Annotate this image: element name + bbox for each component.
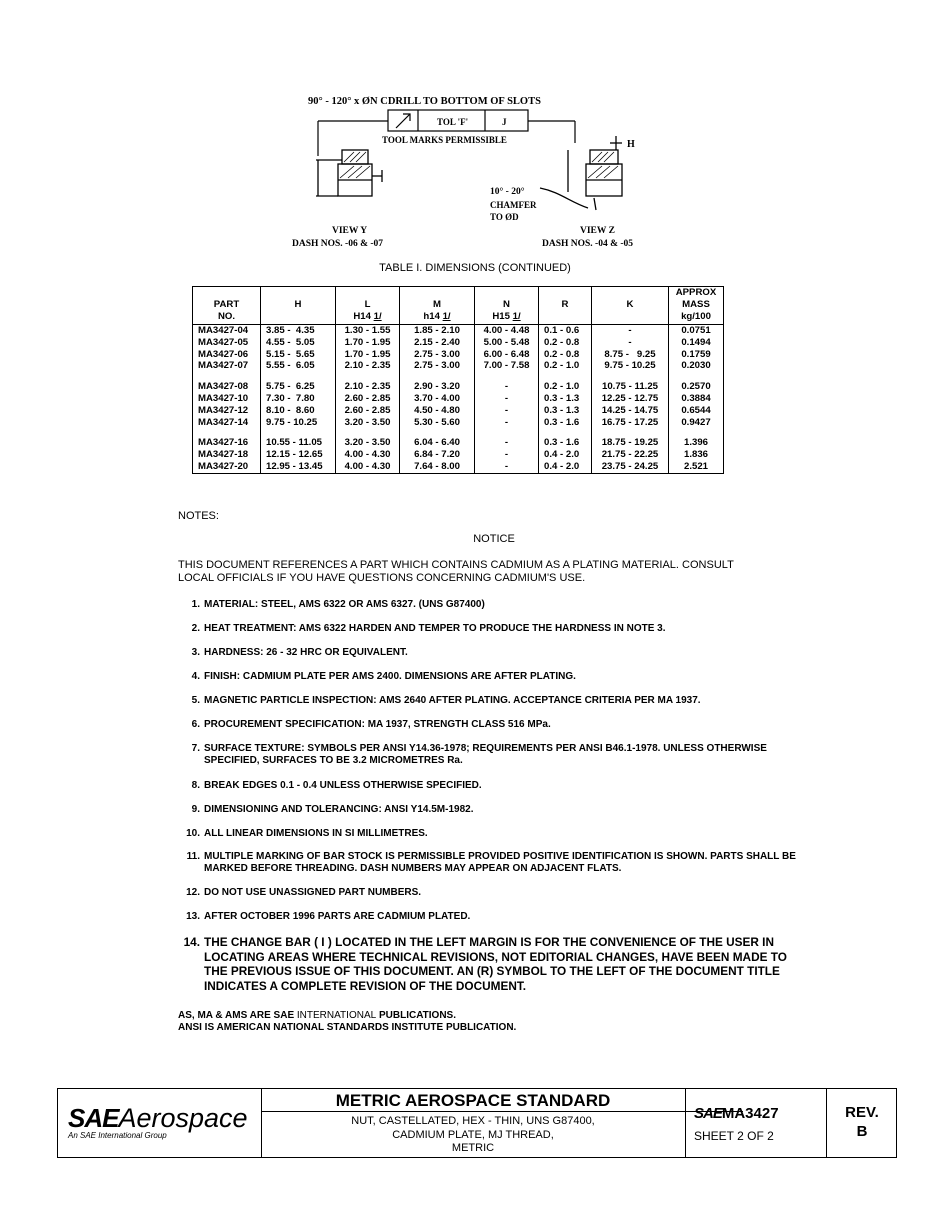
- cell-r: 0.2 - 1.0: [539, 372, 592, 393]
- note-text: BREAK EDGES 0.1 - 0.4 UNLESS OTHERWISE SPECIFIED.: [204, 780, 482, 791]
- cell-mass: 0.2570: [669, 372, 724, 393]
- cell-l: 3.20 - 3.50: [336, 417, 400, 429]
- cell-r: 0.2 - 1.0: [539, 360, 592, 372]
- cell-l: 1.70 - 1.95: [336, 337, 400, 349]
- cell-n: -: [475, 449, 539, 461]
- cell-k: 8.75 - 9.25: [592, 349, 669, 361]
- view-y-hatch: [340, 152, 370, 178]
- col-k: K: [592, 287, 669, 325]
- cell-h: 5.55 - 6.05: [261, 360, 336, 372]
- fcf-datum: J: [502, 117, 507, 127]
- cell-h: 5.75 - 6.25: [261, 372, 336, 393]
- cell-m: 3.70 - 4.00: [400, 393, 475, 405]
- cell-r: 0.2 - 0.8: [539, 349, 592, 361]
- title-block: [57, 1088, 897, 1158]
- cell-part: MA3427-14: [193, 417, 261, 429]
- cell-l: 2.10 - 2.35: [336, 372, 400, 393]
- note-text: MATERIAL: STEEL, AMS 6322 OR AMS 6327. (UNS G87400): [204, 599, 485, 610]
- col-part: PART NO.: [193, 287, 261, 325]
- cell-m: 2.90 - 3.20: [400, 372, 475, 393]
- cell-n: -: [475, 417, 539, 429]
- cell-k: 23.75 - 24.25: [592, 461, 669, 473]
- col-m: M h14 1/: [400, 287, 475, 325]
- cell-mass: 0.9427: [669, 417, 724, 429]
- cell-n: 7.00 - 7.58: [475, 360, 539, 372]
- chamfer-line-2: CHAMFER: [490, 200, 537, 210]
- cell-h: 12.95 - 13.45: [261, 461, 336, 473]
- cell-mass: 0.1494: [669, 337, 724, 349]
- note-number: 9.: [191, 804, 200, 815]
- cell-h: 5.15 - 5.65: [261, 349, 336, 361]
- table-header-row: [193, 287, 724, 325]
- cell-h: 3.85 - 4.35: [261, 325, 336, 337]
- revision: REV. B: [845, 1104, 879, 1140]
- cell-k: 10.75 - 11.25: [592, 372, 669, 393]
- cell-h: 8.10 - 8.60: [261, 405, 336, 417]
- cell-m: 4.50 - 4.80: [400, 405, 475, 417]
- cell-l: 2.60 - 2.85: [336, 393, 400, 405]
- cell-part: MA3427-07: [193, 360, 261, 372]
- cell-part: MA3427-20: [193, 461, 261, 473]
- note-text: ALL LINEAR DIMENSIONS IN SI MILLIMETRES.: [204, 828, 428, 839]
- note-number: 5.: [191, 695, 200, 706]
- note-text: AFTER OCTOBER 1996 PARTS ARE CADMIUM PLATED.: [204, 911, 471, 922]
- cell-r: 0.3 - 1.3: [539, 405, 592, 417]
- chamfer-line-3: TO ØD: [490, 212, 519, 222]
- table-row: [193, 372, 724, 393]
- table-row: [193, 393, 724, 405]
- col-r: R: [539, 287, 592, 325]
- cell-part: MA3427-04: [193, 325, 261, 337]
- note-item: [178, 695, 798, 707]
- view-y-title: VIEW Y: [332, 226, 368, 236]
- note-number: 6.: [191, 719, 200, 730]
- note-number: 11.: [186, 851, 200, 862]
- cell-k: -: [592, 325, 669, 337]
- dim-h-label: H: [627, 139, 635, 150]
- callout-top: 90° - 120° x ØN CDRILL TO BOTTOM OF SLOTS: [308, 96, 541, 107]
- table-title: TABLE I. DIMENSIONS (CONTINUED): [379, 262, 571, 274]
- cell-l: 3.20 - 3.50: [336, 428, 400, 449]
- document-number: SAEMA3427: [694, 1105, 779, 1122]
- cell-l: 2.60 - 2.85: [336, 405, 400, 417]
- cell-r: 0.4 - 2.0: [539, 461, 592, 473]
- note-item: [178, 828, 798, 840]
- note-number: 4.: [191, 671, 200, 682]
- table-row: [193, 360, 724, 372]
- cell-k: 9.75 - 10.25: [592, 360, 669, 372]
- col-mass: APPROX MASS kg/100: [669, 287, 724, 325]
- note-number: 10.: [186, 828, 200, 839]
- table-row: [193, 428, 724, 449]
- cell-l: 4.00 - 4.30: [336, 461, 400, 473]
- sheet-number: SHEET 2 OF 2: [694, 1129, 774, 1143]
- cell-mass: 1.396: [669, 428, 724, 449]
- cell-m: 2.75 - 3.00: [400, 360, 475, 372]
- cell-n: -: [475, 405, 539, 417]
- cell-part: MA3427-05: [193, 337, 261, 349]
- table-row: [193, 405, 724, 417]
- table-row: [193, 417, 724, 429]
- cell-k: 14.25 - 14.75: [592, 405, 669, 417]
- view-z-hatch: [588, 152, 618, 178]
- cell-r: 0.3 - 1.6: [539, 417, 592, 429]
- cell-r: 0.1 - 0.6: [539, 325, 592, 337]
- note-number: 2.: [191, 623, 200, 634]
- note-item: [178, 911, 798, 923]
- note-number: 8.: [191, 780, 200, 791]
- cell-m: 2.75 - 3.00: [400, 349, 475, 361]
- note-text: HEAT TREATMENT: AMS 6322 HARDEN AND TEMPER TO PRODUCE THE HARDNESS IN NOTE 3.: [204, 623, 666, 634]
- note-text: DIMENSIONING AND TOLERANCING: ANSI Y14.5M-1982.: [204, 804, 474, 815]
- cell-m: 7.64 - 8.00: [400, 461, 475, 473]
- note-text: FINISH: CADMIUM PLATE PER AMS 2400. DIMENSIONS ARE AFTER PLATING.: [204, 671, 576, 682]
- table-row: [193, 461, 724, 473]
- cell-mass: 0.6544: [669, 405, 724, 417]
- fcf-tolerance: TOL 'F': [437, 117, 469, 127]
- chamfer-line-1: 10° - 20°: [490, 187, 525, 197]
- note-item: [178, 671, 798, 683]
- note-item: [178, 599, 798, 611]
- note-text: HARDNESS: 26 - 32 HRC OR EQUIVALENT.: [204, 647, 408, 658]
- cell-n: -: [475, 461, 539, 473]
- cell-n: 4.00 - 4.48: [475, 325, 539, 337]
- cell-k: -: [592, 337, 669, 349]
- cell-mass: 2.521: [669, 461, 724, 473]
- cell-h: 7.30 - 7.80: [261, 393, 336, 405]
- note-number: 14.: [183, 935, 200, 949]
- cell-r: 0.3 - 1.6: [539, 428, 592, 449]
- cell-n: -: [475, 372, 539, 393]
- cell-r: 0.3 - 1.3: [539, 393, 592, 405]
- cell-part: MA3427-10: [193, 393, 261, 405]
- note-number: 1.: [191, 599, 200, 610]
- note-text: SURFACE TEXTURE: SYMBOLS PER ANSI Y14.36-1978; REQUIREMENTS PER ANSI B46.1-1978. UNLESS OTHERWISE SPECIFIED, SURFACES TO BE 3.2 MICROMETRES Ra.: [204, 743, 767, 766]
- note-text: MAGNETIC PARTICLE INSPECTION: AMS 2640 AFTER PLATING. ACCEPTANCE CRITERIA PER MA 1937.: [204, 695, 701, 706]
- tool-marks-label: TOOL MARKS PERMISSIBLE: [382, 135, 507, 145]
- cell-mass: 0.2030: [669, 360, 724, 372]
- cell-part: MA3427-08: [193, 372, 261, 393]
- cell-h: 9.75 - 10.25: [261, 417, 336, 429]
- note-number: 3.: [191, 647, 200, 658]
- notice-title: NOTICE: [473, 533, 515, 545]
- dimensions-table: [192, 286, 724, 474]
- note-item: [178, 804, 798, 816]
- note-number: 12.: [186, 887, 200, 898]
- table-row: [193, 337, 724, 349]
- cell-n: -: [475, 393, 539, 405]
- cell-l: 2.10 - 2.35: [336, 360, 400, 372]
- col-l: L H14 1/: [336, 287, 400, 325]
- cell-m: 2.15 - 2.40: [400, 337, 475, 349]
- cell-n: 5.00 - 5.48: [475, 337, 539, 349]
- part-description: NUT, CASTELLATED, HEX - THIN, UNS G87400, CADMIUM PLATE, MJ THREAD, METRIC: [351, 1115, 595, 1154]
- notes-heading: NOTES:: [178, 510, 219, 522]
- col-n: N H15 1/: [475, 287, 539, 325]
- view-z-dash: DASH NOS. -04 & -05: [542, 239, 634, 249]
- cell-mass: 0.1759: [669, 349, 724, 361]
- cell-part: MA3427-18: [193, 449, 261, 461]
- standard-title: METRIC AEROSPACE STANDARD: [335, 1091, 611, 1110]
- cell-n: 6.00 - 6.48: [475, 349, 539, 361]
- sae-aerospace-logo: SAEAerospace An SAE International Group: [68, 1103, 248, 1140]
- note-number: 7.: [191, 743, 200, 754]
- view-z-title: VIEW Z: [580, 226, 615, 236]
- cell-h: 10.55 - 11.05: [261, 428, 336, 449]
- cell-m: 1.85 - 2.10: [400, 325, 475, 337]
- note-item: [178, 743, 798, 767]
- note-number: 13.: [186, 911, 200, 922]
- cell-part: MA3427-06: [193, 349, 261, 361]
- table-row: [193, 449, 724, 461]
- cell-l: 1.70 - 1.95: [336, 349, 400, 361]
- note-item: [178, 780, 798, 792]
- note-item: [178, 623, 798, 635]
- notice-body: THIS DOCUMENT REFERENCES A PART WHICH CONTAINS CADMIUM AS A PLATING MATERIAL. CONSULT LOCAL OFFICIALS IF YOU HAVE QUESTIONS CONCERNING CADMIUM'S USE.: [178, 559, 734, 584]
- cell-m: 6.04 - 6.40: [400, 428, 475, 449]
- note-item: [178, 647, 798, 659]
- cell-m: 6.84 - 7.20: [400, 449, 475, 461]
- note-item: [178, 719, 798, 731]
- cell-n: -: [475, 428, 539, 449]
- view-y-dash: DASH NOS. -06 & -07: [292, 239, 384, 249]
- cell-part: MA3427-16: [193, 428, 261, 449]
- cell-mass: 0.3884: [669, 393, 724, 405]
- note-text: MULTIPLE MARKING OF BAR STOCK IS PERMISSIBLE PROVIDED POSITIVE IDENTIFICATION IS SHOWN. PARTS SHALL BE MARKED BEFORE THREADING. DASH NUMBERS MAY APPEAR ON ADJACENT FLATS.: [204, 851, 796, 874]
- table-row: [193, 325, 724, 337]
- cell-h: 4.55 - 5.05: [261, 337, 336, 349]
- cell-part: MA3427-12: [193, 405, 261, 417]
- cell-l: 4.00 - 4.30: [336, 449, 400, 461]
- note-text: DO NOT USE UNASSIGNED PART NUMBERS.: [204, 887, 422, 898]
- cell-r: 0.4 - 2.0: [539, 449, 592, 461]
- note-item: [178, 935, 798, 993]
- cell-k: 18.75 - 19.25: [592, 428, 669, 449]
- cell-mass: 0.0751: [669, 325, 724, 337]
- note-text: THE CHANGE BAR ( I ) LOCATED IN THE LEFT MARGIN IS FOR THE CONVENIENCE OF THE USER IN LOCATING AREAS WHERE TECHNICAL REVISIONS, NOT EDITORIAL CHANGES, HAVE BEEN MADE TO THE PREVIOUS ISSUE OF THIS DOCUMENT. AN (R) SYMBOL TO THE LEFT OF THE DOCUMENT TITLE INDICATES A COMPLETE REVISION OF THE DOCUMENT.: [204, 935, 787, 993]
- publications-note: AS, MA & AMS ARE SAE INTERNATIONAL PUBLICATIONS. ANSI IS AMERICAN NATIONAL STANDARDS INSTITUTE PUBLICATION.: [178, 1010, 517, 1033]
- cell-k: 16.75 - 17.25: [592, 417, 669, 429]
- cell-m: 5.30 - 5.60: [400, 417, 475, 429]
- note-text: PROCUREMENT SPECIFICATION: MA 1937, STRENGTH CLASS 516 MPa.: [204, 719, 551, 730]
- cell-h: 12.15 - 12.65: [261, 449, 336, 461]
- col-h: H: [261, 287, 336, 325]
- cell-r: 0.2 - 0.8: [539, 337, 592, 349]
- cell-k: 21.75 - 22.25: [592, 449, 669, 461]
- table-row: [193, 349, 724, 361]
- note-item: [178, 851, 798, 875]
- note-item: [178, 887, 798, 899]
- cell-l: 1.30 - 1.55: [336, 325, 400, 337]
- engineering-drawing: [270, 88, 690, 253]
- cell-k: 12.25 - 12.75: [592, 393, 669, 405]
- cell-mass: 1.836: [669, 449, 724, 461]
